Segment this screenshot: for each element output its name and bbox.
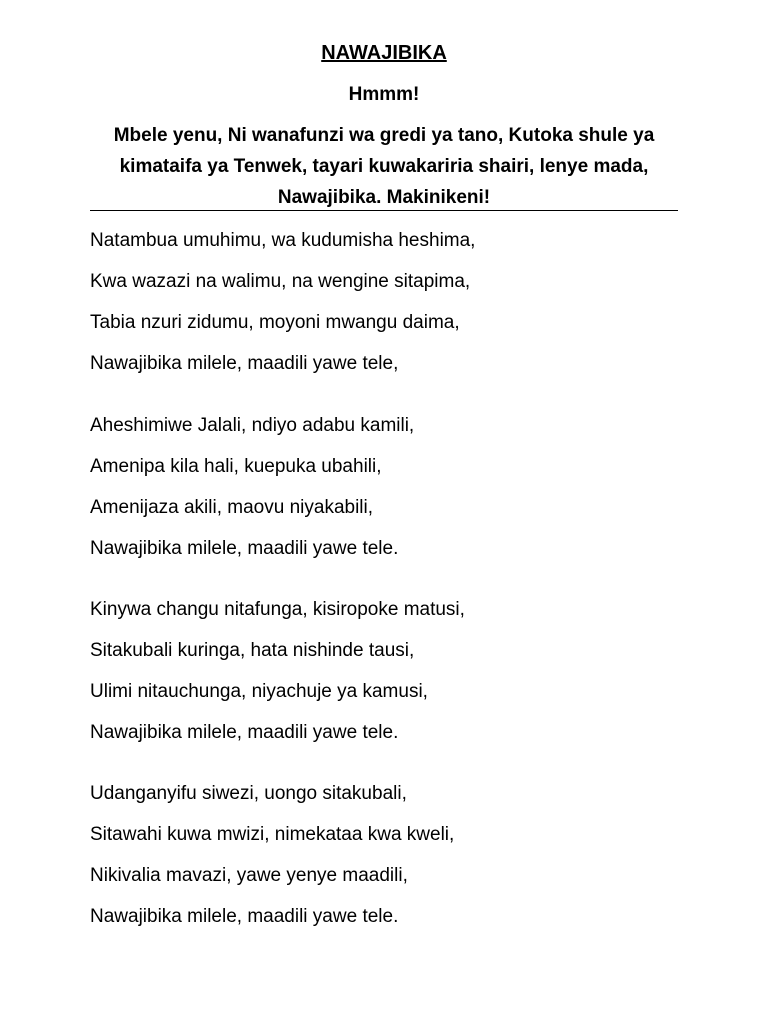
stanza-3 <box>90 589 710 753</box>
stanza-2 <box>90 405 710 569</box>
horizontal-divider <box>90 210 678 211</box>
verse-line: Nawajibika milele, maadili yawe tele. <box>90 538 399 559</box>
verse-line: Nawajibika milele, maadili yawe tele. <box>90 722 399 743</box>
verse-line: Kwa wazazi na walimu, na wengine sitapima, <box>90 271 471 292</box>
stanza-4 <box>90 773 710 937</box>
verse-line: Amenijaza akili, maovu niyakabili, <box>90 497 374 518</box>
verse-line: Udanganyifu siwezi, uongo sitakubali, <box>90 783 407 804</box>
verse-line: Tabia nzuri zidumu, moyoni mwangu daima, <box>90 312 460 333</box>
poem-introduction: Mbele yenu, Ni wanafunzi wa gredi ya tano, Kutoka shule ya kimataifa ya Tenwek, tayari kuwakariria shairi, lenye mada, Nawajibika. Makinikeni! <box>113 125 655 208</box>
verse-line: Nikivalia mavazi, yawe yenye maadili, <box>90 865 408 886</box>
verse-line: Aheshimiwe Jalali, ndiyo adabu kamili, <box>90 415 415 436</box>
stanza-1 <box>90 220 710 384</box>
verse-line: Amenipa kila hali, kuepuka ubahili, <box>90 456 382 477</box>
verse-line: Nawajibika milele, maadili yawe tele. <box>90 906 399 927</box>
verse-line: Nawajibika milele, maadili yawe tele, <box>90 353 399 374</box>
poem-title: NAWAJIBIKA <box>321 42 447 64</box>
verse-line: Sitawahi kuwa mwizi, nimekataa kwa kweli, <box>90 824 455 845</box>
verse-line: Natambua umuhimu, wa kudumisha heshima, <box>90 230 476 251</box>
verse-line: Ulimi nitauchunga, niyachuje ya kamusi, <box>90 681 428 702</box>
poem-subtitle: Hmmm! <box>348 84 420 105</box>
verse-line: Sitakubali kuringa, hata nishinde tausi, <box>90 640 415 661</box>
verse-line: Kinywa changu nitafunga, kisiropoke matusi, <box>90 599 465 620</box>
